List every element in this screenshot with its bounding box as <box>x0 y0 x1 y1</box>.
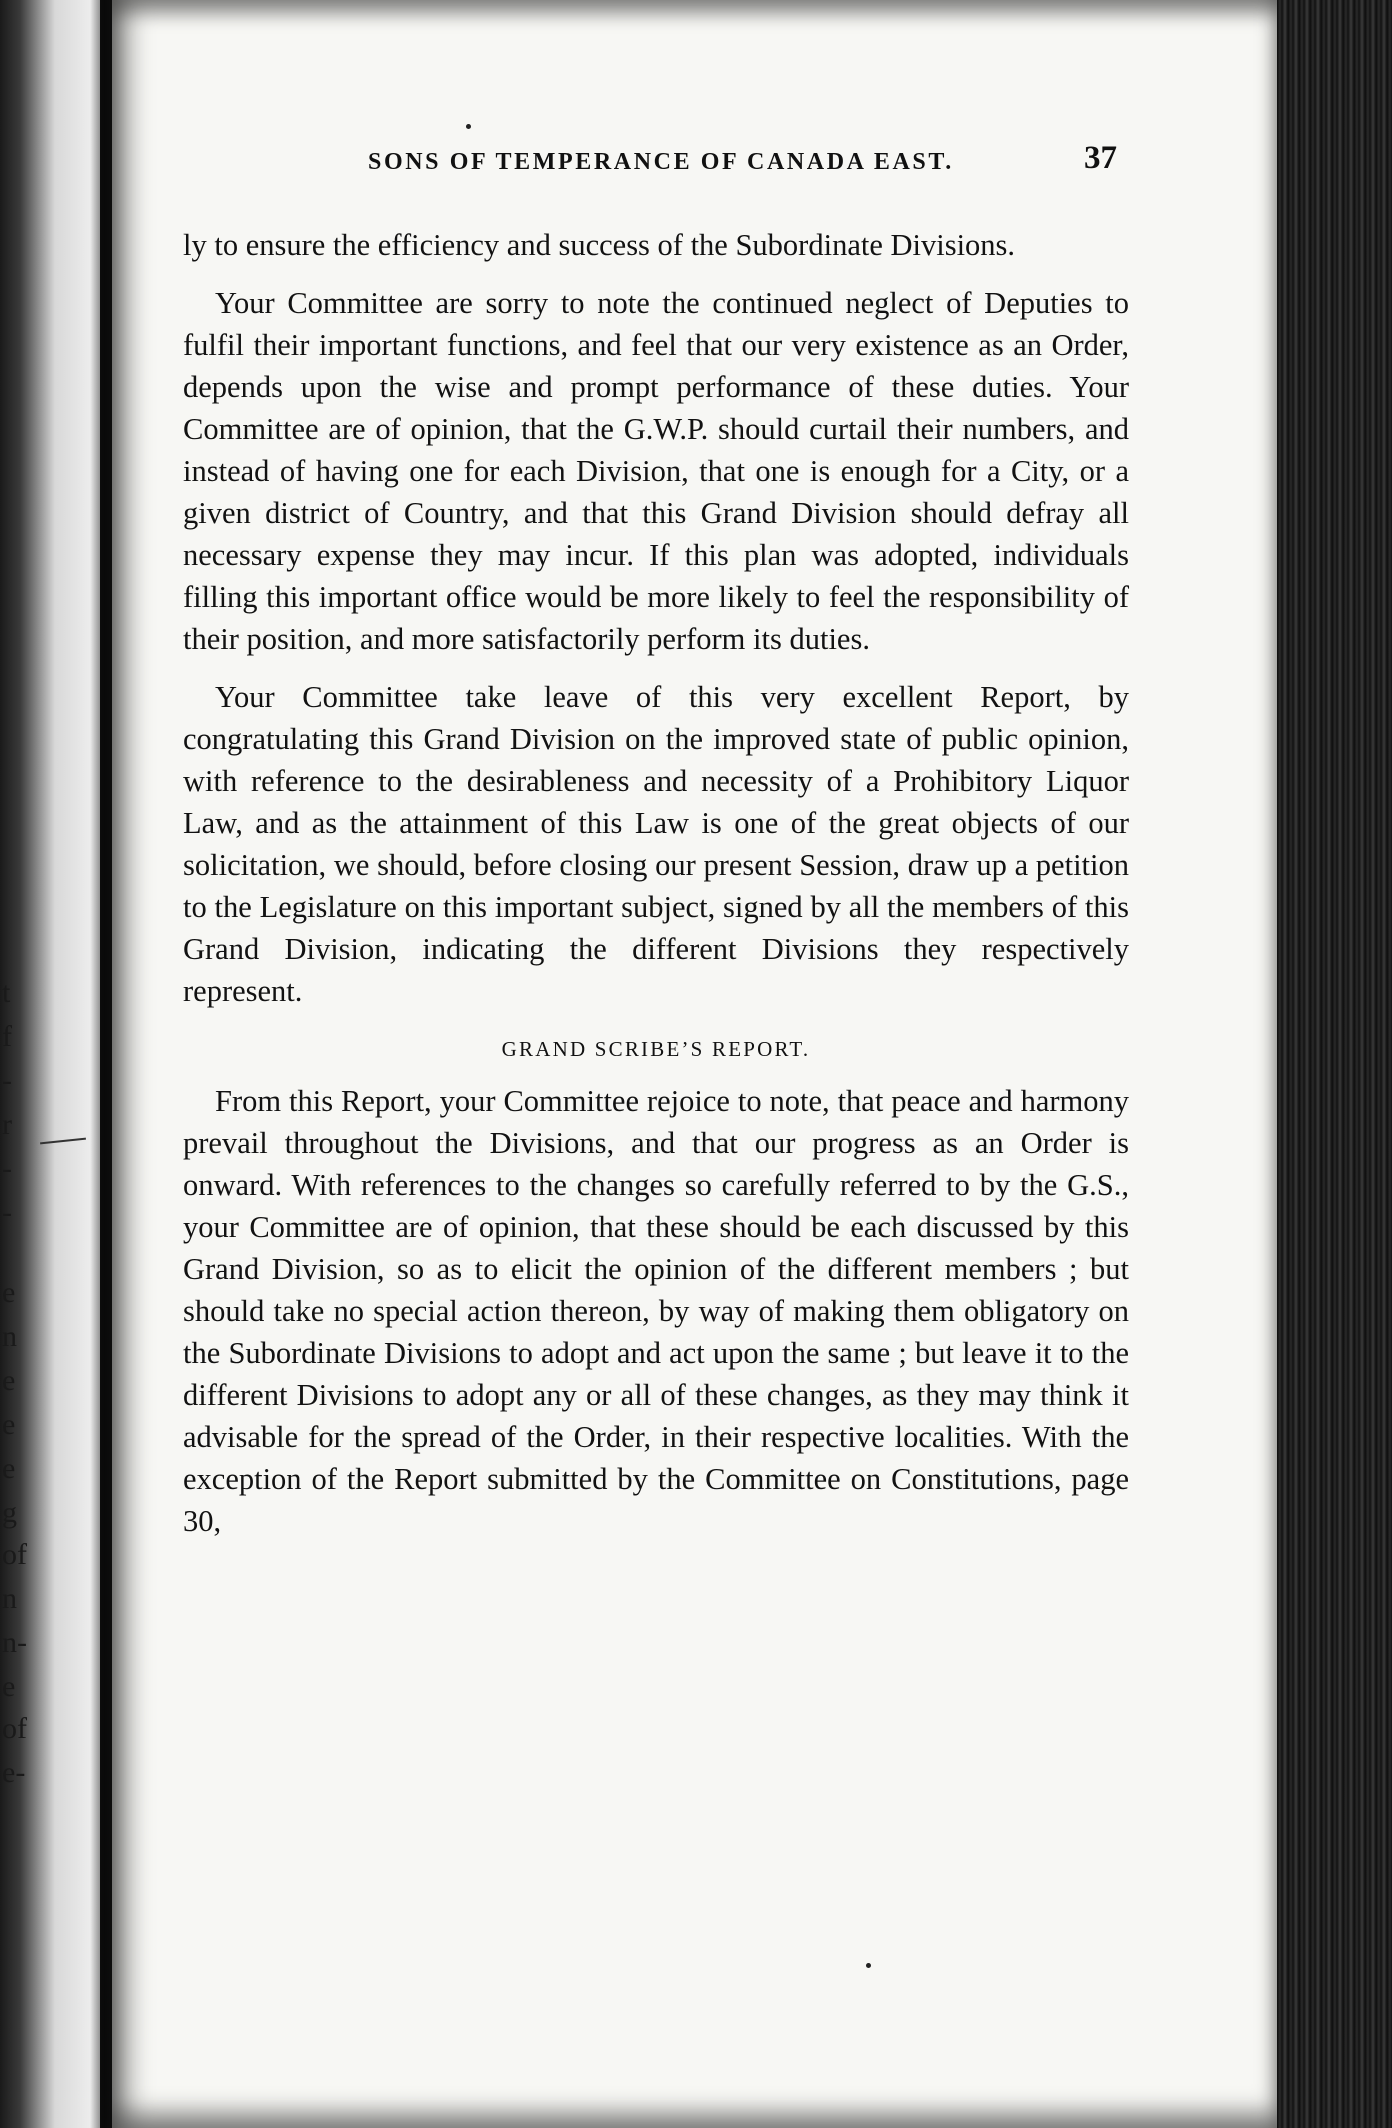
edge-letter: e <box>2 1670 16 1703</box>
edge-letter: of <box>2 1538 27 1571</box>
ink-speck <box>866 1963 871 1968</box>
paragraph: Your Committee are sorry to note the continued neglect of Deputies to fulfil their important functions, and feel that our very existence as an Order, depends upon the wise and prompt performance of these duties. Your Committee are of opinion, that the G.W.P. should curtail their numbers, and instead of having one for each Division, that one is enough for a City, or a given district of Country, and that this Grand Division should defray all necessary expense they may incur. If this plan was adopted, individuals filling this important office would be more likely to feel the responsibility of their position, and more satisfactorily perform its duties. <box>183 286 1129 656</box>
edge-letter: t <box>2 976 11 1009</box>
edge-letter: - <box>2 1152 12 1185</box>
margin-pencil-mark <box>40 1138 86 1145</box>
edge-letter: e <box>2 1408 16 1441</box>
page-block-edge <box>1277 0 1392 2128</box>
edge-letter: - <box>2 1064 12 1097</box>
edge-letter: f <box>2 1020 12 1053</box>
paragraph: From this Report, your Committee rejoice to note, that peace and harmony prevail throughout the Divisions, and that our progress as an Order is onward. With references to the changes so carefully referred to by the G.S., your Committee are of opinion, that these should be each discussed by this Grand Division, so as to elicit the opinion of the different members ; but should take no special action thereon, by way of making them obligatory on the Subordinate Divisions to adopt and act upon the same ; but leave it to the different Divisions to adopt any or all of these changes, as they may think it advisable for the spread of the Order, in their respective localities. With the exception of the Report submitted by the Committee on Constitutions, page 30, <box>183 1084 1129 1538</box>
paragraph: Your Committee take leave of this very excellent Report, by congratulating this Grand Division on the improved state of public opinion, with reference to the desirableness and necessity of a Prohibitory Liquor Law, and as the attainment of this Law is one of the great objects of our solicitation, we should, before closing our present Session, draw up a petition to the Legislature on this important subject, signed by all the members of this Grand Division, indicating the different Divisions they respectively represent. <box>183 680 1129 1008</box>
left-page-edge <box>0 0 100 2128</box>
paragraph: ly to ensure the efficiency and success of the Subordinate Divisions. <box>183 228 1016 262</box>
edge-letter: e <box>2 1452 16 1485</box>
running-header: SONS OF TEMPERANCE OF CANADA EAST. <box>368 149 954 175</box>
edge-letter: e <box>2 1364 16 1397</box>
left-page-fragments <box>0 0 40 2128</box>
section-heading: GRAND SCRIBE’S REPORT. <box>501 1037 811 1061</box>
edge-letter: n <box>2 1320 17 1353</box>
ink-speck <box>466 124 471 129</box>
edge-letter: - <box>2 1196 12 1229</box>
edge-letter: r <box>2 1108 12 1141</box>
edge-letter: g <box>2 1496 17 1529</box>
edge-letter: n <box>2 1582 17 1615</box>
page-number: 37 <box>1084 140 1117 176</box>
edge-letter: of <box>2 1712 27 1745</box>
edge-letter: e- <box>2 1756 26 1789</box>
edge-letter: n- <box>2 1626 27 1659</box>
edge-letter: e <box>2 1276 16 1309</box>
body-text <box>183 224 1129 1558</box>
